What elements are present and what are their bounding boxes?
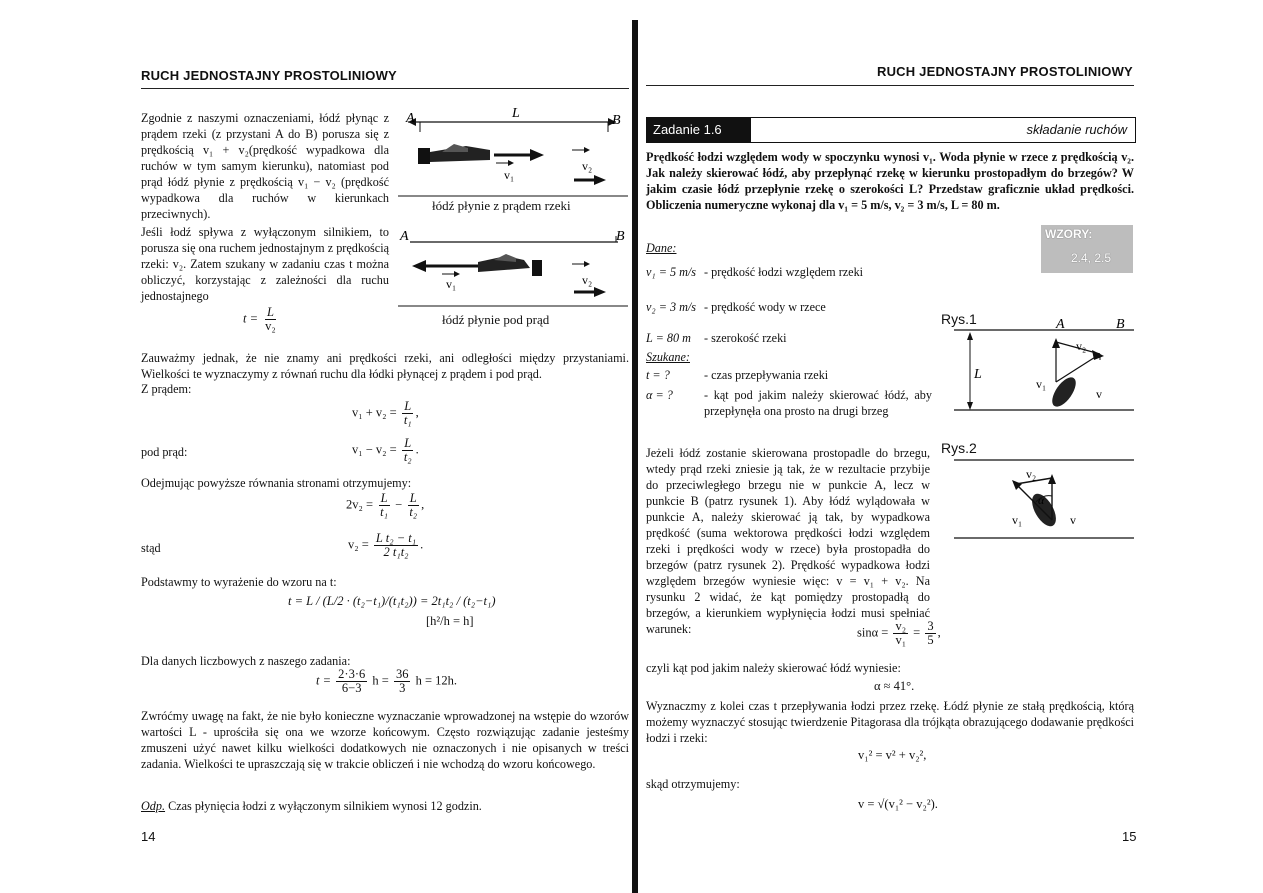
left-para-1: Zgodnie z naszymi oznaczeniami, łódź płynąc z prądem rzeki (z przystani A do B) porusza się z prędkością v₁ + v₂(prędkość wypadkowa dla ruchów w tym samym kierunku), natomiast pod prąd łódź płynie z prędkością v₁ − v₂ (prędkość wypadkowa dla ruchów w kierunkach przeciwnych). [141, 111, 389, 221]
fig1-caption: łódź płynie z prądem rzeki [432, 198, 571, 213]
figure-1-label: Rys.1 [941, 311, 977, 327]
boat-upstream [478, 254, 542, 276]
figure-1 [952, 312, 1136, 416]
eq-alpha: α ≈ 41°. [874, 679, 915, 693]
sought-label: Szukane: [646, 350, 690, 364]
svg-text:v₁: v₁ [1036, 377, 1047, 391]
formulas-value: 2.4, 2.5 [1071, 251, 1112, 265]
fig1-v1: v₁ [504, 168, 515, 182]
figure-2 [952, 448, 1136, 544]
svg-text:v: v [1070, 513, 1076, 527]
eq-v-result: v = √(v₁² − v₂²). [858, 797, 938, 811]
svg-text:v₂: v₂ [1076, 339, 1087, 353]
left-para-4: Odejmując powyższe równania stronami otrzymujemy: [141, 476, 412, 490]
figure-upstream [398, 222, 630, 312]
right-page-number: 15 [1122, 829, 1137, 844]
svg-text:v₁: v₁ [1012, 513, 1023, 527]
svg-text:v₂: v₂ [1026, 467, 1037, 481]
eq-t-numeric: t = $\frac{2\cdot 3\cdot 6}{6-3}$ h = $\frac{36}{3}$ h = 12h. [316, 667, 457, 695]
label-stad: stąd [141, 541, 161, 555]
svg-text:v₁: v₁ [446, 277, 457, 291]
svg-text:α: α [1038, 493, 1045, 507]
svg-text:B: B [616, 229, 625, 244]
eq-upstream: v₁ − v₂ = $\frac{L}{\text{t₂}}$ . [352, 436, 419, 464]
label-z-pradem: Z prądem: [141, 382, 192, 396]
eq-t-uniform: t = $\frac{L}{\text{v₂}}$ [243, 305, 276, 333]
eq-t-substituted: t = L / (L/2 · (t₂−t₁)/(t₁t₂)) = 2t₁t₂ / (t₂−t₁) [288, 594, 496, 608]
formulas-box [1041, 225, 1133, 273]
eq-downstream: v₁ + v₂ = $\frac{L}{\text{t₁}}$ , [352, 399, 419, 427]
eq-t-unit: [h²/h = h] [426, 614, 474, 628]
label-pod-prad: pod prąd: [141, 445, 188, 459]
eq-v2: v₂ = $\frac{\text{L t₂ − t₁}}{\text{2 t₁t₂}}$ . [348, 531, 424, 559]
left-para-2: Jeśli łodź spływa z wyłączonym silnikiem, to porusza się ona ruchem jednostajnym z prędkością rzeki: v₂. Zatem szukany w zadaniu czas t można obliczyć, korzystając z zależności dla ruchu jednostajnego [141, 225, 389, 303]
given-label: Dane: [646, 241, 677, 255]
task-title-bar [646, 117, 1136, 143]
fig1-label-L: L [512, 106, 520, 121]
given-row-2: v₂ = 3 m/s - prędkość wody w rzece [646, 300, 826, 314]
left-para-3: Zauważmy jednak, że nie znamy ani prędkości rzeki, ani odległości między przystaniami. Wielkości te wyznaczymy z równań ruchu dla łódki płynącej z prądem i pod prąd. [141, 351, 629, 381]
left-page-number: 14 [141, 829, 156, 844]
right-para-3: Wyznaczmy z kolei czas t przepływania łodzi przez rzekę. Łódź płynie ze stałą prędkością, którą możemy wyznaczyć stosując twierdzenie Pitagorasa dla trójkąta obrazującego dodawanie prędkości łodzi i rzeki: [646, 699, 1134, 745]
right-header-rule [646, 85, 1134, 86]
eq-2v2: 2v₂ = $\frac{L}{\text{t₁}}$ − $\frac{L}{\text{t₂}}$ , [346, 491, 425, 519]
eq-pythagoras: v₁² = v² + v₂², [858, 748, 927, 762]
right-para-4: skąd otrzymujemy: [646, 777, 740, 791]
right-para-2: czyli kąt pod jakim należy skierować łódź wyniesie: [646, 661, 901, 675]
fig2-caption: łódź płynie pod prąd [442, 312, 550, 327]
answer [141, 798, 482, 814]
svg-text:L: L [974, 367, 982, 382]
figure-2-label: Rys.2 [941, 440, 977, 456]
sought-row-2: α = ? - kąt pod jakim należy skierować łódź, aby przepłynęła ona prosto na drugi brzeg [646, 388, 932, 418]
given-row-3: L = 80 m - szerokość rzeki [646, 331, 787, 345]
right-para-1: Jeżeli łódź zostanie skierowana prostopadle do brzegu, wtedy prąd rzeki zniesie ją tak, że w rezultacie przybije do przeciwległego brzegu nie w punkcie A, lecz w punkcie B (patrz rysunek 1). Aby łódź wylądowała w punkcie A, należy skierować ją tak, by wypadkowa prędkość (suma wektorowa prędkości łodzi względem rzeki i prędkości wody w rzece) była prostopadła do brzegów (patrz rysunek 2). Prędkość wypadkowa łodzi względem brzegów wyniesie więc: v = v₁ + v₂. Na rysunku 2 widać, że kąt pomiędzy prostopadłą do brzegów, a kierunkiem wypłynięcia łodzi musi spełniać warunek: [646, 446, 930, 636]
given-row-1: v₁ = 5 m/s - prędkość łodzi względem rzeki [646, 265, 864, 279]
fig1-label-B: B [612, 113, 621, 128]
task-title: Zadanie 1.6 [647, 118, 751, 142]
svg-text:v₂: v₂ [582, 273, 593, 287]
task-text: Prędkość łodzi względem wody w spoczynku wynosi v₁. Woda płynie w rzece z prędkością v₂. Jak należy skierować łódź, aby przepłynąć rzekę w kierunku prostopadłym do brzegów? W jakim czasie łódź przepłynie rzekę o szerokości L? Przedstaw graficznie układ prędkości. Obliczenia numeryczne wykonaj dla v₁ = 5 m/s, v₂ = 3 m/s, L = 80 m. [646, 150, 1134, 212]
svg-text:v: v [1096, 387, 1102, 401]
right-page-header: RUCH JEDNOSTAJNY PROSTOLINIOWY [877, 64, 1133, 79]
left-header-rule [141, 88, 629, 89]
svg-text:A: A [1056, 317, 1065, 332]
svg-text:A: A [400, 229, 409, 244]
answer-label: Odp. [141, 799, 166, 813]
sought-row-1: t = ? - czas przepływania rzeki [646, 368, 829, 382]
fig1-v2: v₂ [582, 159, 593, 173]
boat-downstream [418, 144, 490, 164]
fig1-label-A: A [406, 111, 415, 126]
svg-text:B: B [1116, 317, 1125, 332]
left-para-5: Podstawmy to wyrażenie do wzoru na t: [141, 575, 337, 589]
eq-sin-alpha: sinα = $\frac{\text{v₂}}{\text{v₁}}$ = $\frac{3}{5}$ , [857, 619, 941, 647]
answer-text: Czas płynięcia łodzi z wyłączonym silnikiem wynosi 12 godzin. [168, 799, 482, 813]
left-para-6: Dla danych liczbowych z naszego zadania: [141, 654, 351, 668]
formulas-label: WZORY: [1045, 227, 1093, 241]
book-spine [632, 20, 638, 893]
left-para-7: Zwróćmy uwagę na fakt, że nie było konieczne wyznaczanie wprowadzonej na wstępie do wzorów wartości L - uprościła się ona we wzorze końcowym. Często rozwiązując zadanie jesteśmy zmuszeni użyć nawet kilku wielkości dodatkowych nie oznaczonych i nie opisanych w treści zadania. Wielkości te upraszczają się w trakcie obliczeń i nie wchodzą do wzoru końcowego. [141, 709, 629, 771]
left-page-header: RUCH JEDNOSTAJNY PROSTOLINIOWY [141, 68, 397, 83]
task-subtitle: składanie ruchów [1026, 122, 1127, 137]
